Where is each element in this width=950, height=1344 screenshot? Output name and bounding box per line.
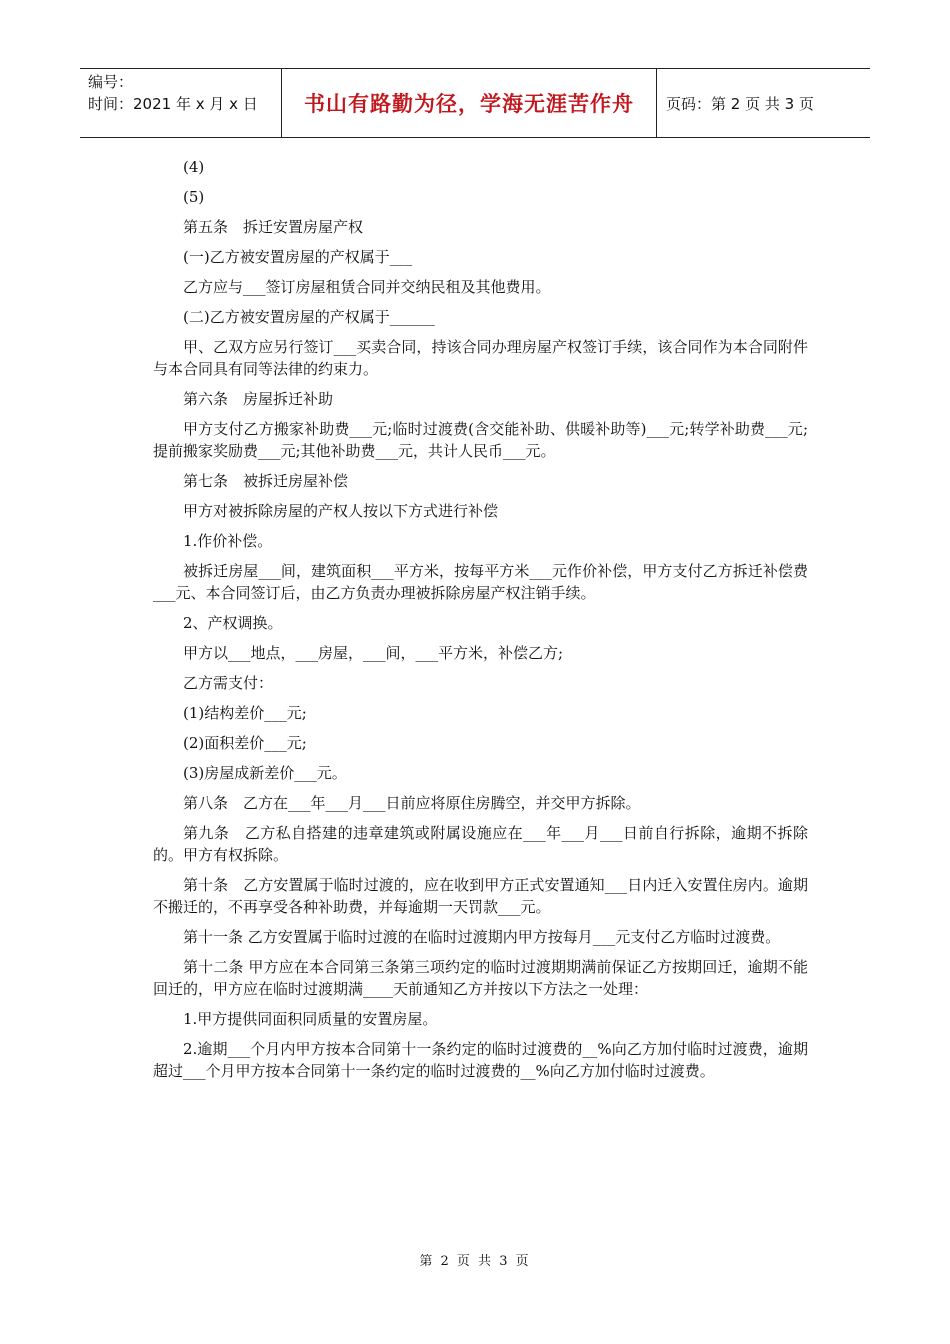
paragraph: (3)房屋成新差价___元。	[183, 764, 347, 782]
article-heading: 第十一条 乙方安置属于临时过渡的在临时过渡期内甲方按每月___元支付乙方临时过渡费。	[183, 928, 781, 946]
paragraph: 2、产权调换。	[183, 614, 283, 632]
article-heading: 第十二条 甲方应在本合同第三条第三项约定的临时过渡期期满前保证乙方按期回迁，逾期不能回迁的，甲方应在临时过渡期满____天前通知乙方并按以下方法之一处理：	[153, 958, 808, 998]
paragraph: 甲方对被拆除房屋的产权人按以下方式进行补偿	[183, 502, 499, 520]
document-body	[153, 156, 808, 1090]
article-heading: 第六条 房屋拆迁补助	[183, 390, 334, 408]
header-motto: 书山有路勤为径，学海无涯苦作舟	[282, 69, 657, 137]
article-heading: 第十条 乙方安置属于临时过渡的，应在收到甲方正式安置通知___日内迁入安置住房内。逾期不搬迁的，不再享受各种补助费，并每逾期一天罚款___元。	[153, 876, 808, 916]
header-page-info: 页码：第 2 页 共 3 页	[666, 94, 814, 113]
document-time-label: 时间：2021 年 x 月 x 日	[88, 95, 258, 113]
paragraph: 甲、乙双方应另行签订___买卖合同，持该合同办理房屋产权签订手续，该合同作为本合同附件与本合同具有同等法律的约束力。	[153, 338, 808, 378]
paragraph: 1.作价补偿。	[183, 532, 273, 550]
article-heading: 第八条 乙方在___年___月___日前应将原住房腾空，并交甲方拆除。	[183, 794, 641, 812]
paragraph: (二)乙方被安置房屋的产权属于______	[183, 308, 435, 326]
paragraph: 被拆迁房屋___间，建筑面积___平方米，按每平方米___元作价补偿，甲方支付乙方拆迁补偿费___元、本合同签订后，由乙方负责办理被拆除房屋产权注销手续。	[153, 562, 808, 602]
article-heading: 第五条 拆迁安置房屋产权	[183, 218, 364, 236]
page-footer: 第 2 页 共 3 页	[419, 1254, 531, 1269]
paragraph: 甲方以___地点，___房屋，___间，___平方米，补偿乙方;	[183, 644, 564, 662]
paragraph: 甲方支付乙方搬家补助费___元;临时过渡费(含交能补助、供暖补助等)___元;转学补助费___元;提前搬家奖励费___元;其他补助费___元，共计人民币___元。	[153, 420, 808, 460]
paragraph: (5)	[183, 188, 205, 206]
paragraph: 2.逾期___个月内甲方按本合同第十一条约定的临时过渡费的__%向乙方加付临时过渡费，逾期超过___个月甲方按本合同第十一条约定的临时过渡费的__%向乙方加付临时过渡费。	[153, 1040, 808, 1080]
page-header	[80, 68, 870, 138]
paragraph: (2)面积差价___元;	[183, 734, 307, 752]
paragraph: 乙方需支付：	[183, 674, 274, 692]
article-heading: 第七条 被拆迁房屋补偿	[183, 472, 349, 490]
paragraph: (1)结构差价___元;	[183, 704, 307, 722]
header-meta	[80, 69, 282, 137]
paragraph: (4)	[183, 158, 205, 176]
document-number-label: 编号：	[88, 73, 134, 91]
paragraph: 乙方应与___签订房屋租赁合同并交纳民租及其他费用。	[183, 278, 551, 296]
paragraph: 1.甲方提供同面积同质量的安置房屋。	[183, 1010, 438, 1028]
paragraph: (一)乙方被安置房屋的产权属于___	[183, 248, 413, 266]
article-heading: 第九条 乙方私自搭建的违章建筑或附属设施应在___年___月___日前自行拆除，逾期不拆除的。甲方有权拆除。	[153, 824, 808, 864]
